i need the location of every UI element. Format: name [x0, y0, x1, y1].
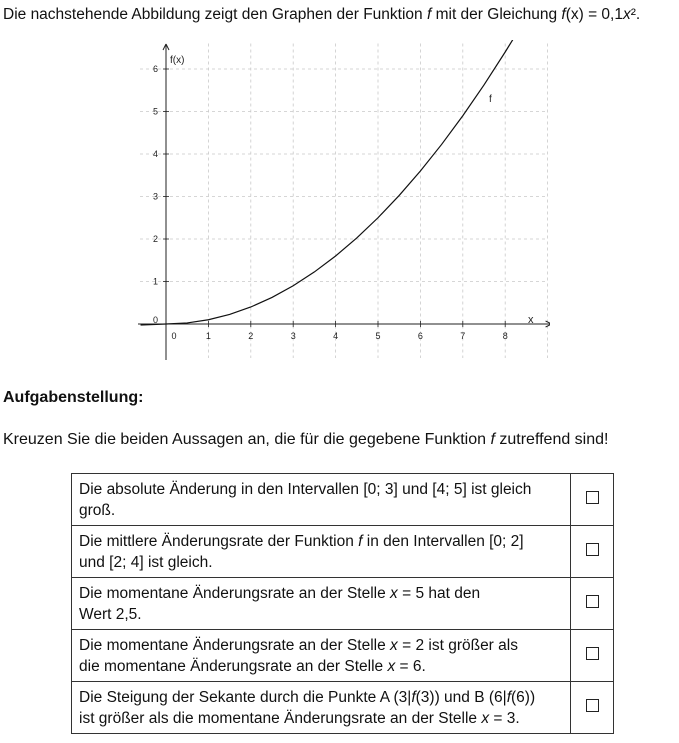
- equation-x: x: [622, 6, 631, 23]
- statement-line-part: (3)) und B (6|: [415, 688, 507, 706]
- checkbox-cell: [571, 474, 614, 526]
- x-tick-label: 8: [502, 331, 508, 341]
- statement-variable-x: x: [387, 657, 396, 675]
- statement-function-symbol: f: [411, 688, 416, 706]
- statement-line-part: in den Intervallen [0; 2]: [362, 532, 524, 550]
- statement-variable-x: x: [390, 584, 398, 602]
- intro-text: [3, 5, 677, 25]
- statement-text: [72, 578, 571, 630]
- statement-row: [72, 682, 614, 734]
- x-tick-label: 3: [290, 331, 296, 341]
- y-tick-label: 6: [152, 64, 158, 74]
- instruction-part: Kreuzen Sie die beiden Aussagen an, die für die gegebene Funktion: [3, 431, 491, 448]
- statement-line: Die absolute Änderung in den Intervallen [0; 3] und [4; 5] ist gleich: [79, 480, 532, 498]
- checkbox[interactable]: [586, 543, 599, 556]
- statement-row: [72, 630, 614, 682]
- origin-label: 0: [153, 315, 159, 325]
- statement-line-part: = 6.: [395, 657, 426, 675]
- checkbox-cell: [571, 682, 614, 734]
- statement-line: groß.: [79, 501, 116, 519]
- x-tick-label: 5: [375, 331, 381, 341]
- equation-f: f: [561, 6, 566, 23]
- statement-variable-x: x: [390, 636, 398, 654]
- checkbox[interactable]: [586, 647, 599, 660]
- y-tick-label: 4: [152, 149, 158, 159]
- checkbox-cell: [571, 578, 614, 630]
- x-tick-label: 1: [205, 331, 211, 341]
- x-tick-label: 7: [460, 331, 466, 341]
- y-tick-label: 2: [152, 234, 158, 244]
- x-tick-label: 6: [417, 331, 423, 341]
- curve-f: [141, 40, 514, 325]
- statement-line: Wert 2,5.: [79, 605, 142, 623]
- statement-line-part: Die momentane Änderungsrate an der Stelle: [79, 584, 391, 602]
- statement-row: [72, 578, 614, 630]
- statement-text: [72, 474, 571, 526]
- checkbox[interactable]: [586, 491, 599, 504]
- statement-text: [72, 630, 571, 682]
- statement-text: [72, 526, 571, 578]
- checkbox[interactable]: [586, 595, 599, 608]
- statement-line: und [2; 4] ist gleich.: [79, 553, 213, 571]
- checkbox-cell: [571, 526, 614, 578]
- statement-function-symbol: f: [506, 688, 511, 706]
- statement-variable-x: x: [481, 709, 490, 727]
- statement-row: [72, 526, 614, 578]
- statement-line-part: Die mittlere Änderungsrate der Funktion: [79, 532, 359, 550]
- graph-ticks: [153, 64, 508, 341]
- statement-text: [72, 682, 571, 734]
- y-axis-label: f(x): [170, 55, 185, 66]
- x-tick-label: 4: [333, 331, 339, 341]
- statement-line-part: die momentane Änderungsrate an der Stelle: [79, 657, 388, 675]
- statement-line-part: ist größer als die momentane Änderungsrate an der Stelle: [79, 709, 482, 727]
- checkbox-cell: [571, 630, 614, 682]
- y-tick-label: 3: [152, 191, 158, 202]
- instruction-part: zutreffend sind!: [494, 431, 609, 448]
- graph-axes: [138, 44, 550, 360]
- statement-line-part: = 2 ist größer als: [397, 636, 518, 654]
- graph-grid: [140, 44, 548, 359]
- statement-function-symbol: f: [358, 532, 363, 550]
- y-tick-label: 1: [152, 276, 158, 287]
- statements-table: [71, 473, 614, 734]
- intro-function-symbol: f: [426, 6, 432, 23]
- y-tick-label: 5: [152, 106, 158, 117]
- curve-label-f: f: [489, 94, 492, 105]
- statement-row: [72, 474, 614, 526]
- checkbox[interactable]: [586, 699, 599, 712]
- statement-line-part: Die Steigung der Sekante durch die Punkte A (3|: [79, 688, 412, 706]
- task-heading: Aufgabenstellung:: [3, 389, 144, 406]
- equation-end: ².: [630, 6, 641, 23]
- instruction-function-symbol: f: [490, 431, 495, 448]
- statement-line-part: Die momentane Änderungsrate an der Stelle: [79, 636, 391, 654]
- statement-line-part: = 5 hat den: [397, 584, 481, 602]
- x-tick-label: 0: [171, 331, 177, 341]
- intro-text-part: Die nachstehende Abbildung zeigt den Graphen der Funktion: [3, 6, 427, 23]
- statement-line-part: (6)): [511, 688, 536, 706]
- x-tick-label: 2: [248, 331, 254, 341]
- equation-part: (x) = 0,1: [565, 6, 623, 23]
- intro-text-part: mit der Gleichung: [431, 6, 562, 23]
- function-graph: [130, 40, 550, 360]
- statement-line-part: = 3.: [489, 709, 520, 727]
- x-axis-label: x: [528, 314, 534, 326]
- task-instruction: [3, 431, 608, 449]
